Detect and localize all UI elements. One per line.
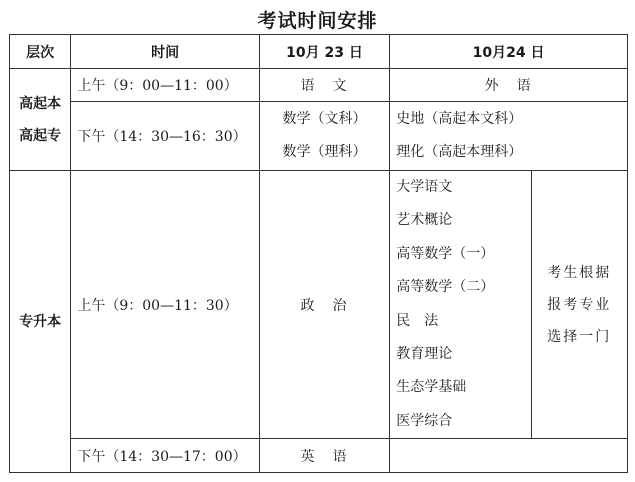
subject-item: 数学（理科） (282, 144, 367, 160)
header-oct23: 10月 23 日 (259, 35, 389, 69)
level-label: 高起专 (19, 127, 62, 144)
subject-item: 民 法 (396, 312, 439, 329)
time-cell: 下午（14：30—16：30） (71, 102, 259, 171)
subject-item: 医学综合 (396, 412, 453, 429)
subject-item: 高等数学（二） (396, 279, 495, 296)
subject-item: 高等数学（一） (396, 245, 495, 262)
table-header-row (10, 35, 628, 69)
subject-cell (259, 102, 389, 171)
subject-item: 数学（文科） (282, 111, 367, 127)
subject-cell: 政 治 (259, 171, 389, 439)
level-cell-group2 (10, 171, 71, 473)
subject-item: 大学语文 (396, 179, 453, 195)
note-cell (531, 171, 627, 439)
time-cell: 上午（9：00—11：00） (71, 69, 259, 102)
subject-item: 艺术概论 (396, 212, 453, 229)
note-line: 考生根据 (547, 264, 612, 281)
page-title: 考试时间安排 (257, 10, 378, 32)
table-row (10, 171, 628, 439)
subject-item: 生态学基础 (396, 379, 467, 396)
subject-item: 教育理论 (396, 346, 453, 363)
subject-cell (390, 439, 628, 473)
note-line: 报考专业 (547, 296, 612, 313)
subject-cell: 外 语 (390, 69, 628, 102)
time-cell: 上午（9：00—11：30） (71, 171, 259, 439)
subject-cell: 语 文 (259, 69, 389, 102)
header-time: 时间 (71, 35, 259, 69)
subject-item: 史地（高起本文科） (396, 111, 523, 127)
time-cell: 下午（14：30—17：00） (71, 439, 259, 473)
table-row (10, 69, 628, 102)
table-row (10, 102, 628, 171)
level-label: 高起本 (19, 95, 62, 112)
level-cell-group1 (10, 69, 71, 171)
note-line: 选择一门 (547, 328, 612, 345)
header-oct24: 10月24 日 (390, 35, 628, 69)
subject-cell (390, 102, 628, 171)
subject-item: 理化（高起本理科） (396, 144, 523, 160)
header-level: 层次 (10, 35, 71, 69)
level-label: 专升本 (19, 313, 62, 330)
subject-cell: 英 语 (259, 439, 389, 473)
subject-list-cell (390, 171, 531, 439)
exam-schedule-table (9, 34, 628, 473)
table-row (10, 439, 628, 473)
